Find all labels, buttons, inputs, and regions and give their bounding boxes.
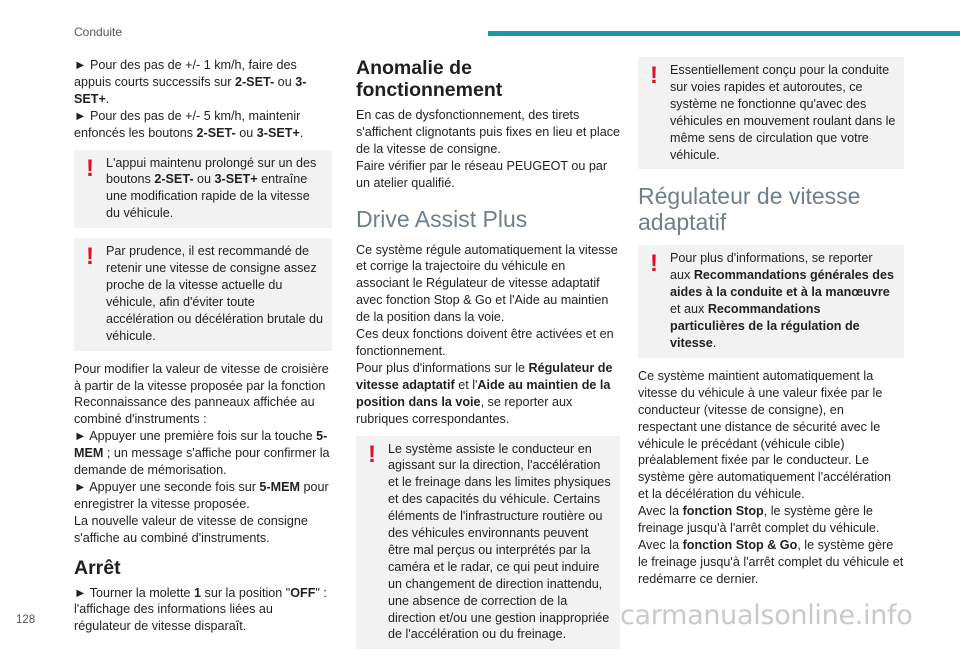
watermark[interactable]: carmanualsonline.info bbox=[620, 600, 913, 631]
warning-icon: ! bbox=[650, 62, 658, 89]
paragraph-modify-speed: Pour modifier la valeur de vitesse de croisière à partir de la vitesse proposée par la fonction Reconnaissance des panneaux affichée au combiné d'instruments : bbox=[74, 361, 329, 427]
warning-icon: ! bbox=[650, 250, 658, 278]
column-right bbox=[638, 57, 904, 596]
warning-note-long-press: ! L'appui maintenu prolongé sur un des boutons 2-SET- ou 3-SET+ entraîne une modification rapide de la vitesse du véhicule. bbox=[74, 150, 332, 229]
paragraph-verify: Faire vérifier par le réseau PEUGEOT ou par un atelier qualifié. bbox=[356, 158, 608, 190]
page-number: 128 bbox=[16, 614, 36, 626]
heading-arret: Arrêt bbox=[74, 556, 121, 579]
paragraph-anomalie: En cas de dysfonctionnement, des tirets s'affichent clignotants puis fixes en lieu et place de la vitesse de consigne. bbox=[356, 108, 621, 156]
paragraph-second-press: ► Appuyer une seconde fois sur 5-MEM pour enregistrer la vitesse proposée. bbox=[74, 479, 329, 511]
warning-note-recommendations: ! Pour plus d'informations, se reporter aux Recommandations générales des aides à la conduite et à la manœuvre et aux Recommandations particulières de la régulation de vitesse. bbox=[638, 245, 904, 357]
paragraph-activation: Ces deux fonctions doivent être activées et en fonctionnement. bbox=[356, 327, 614, 358]
paragraph-first-press: ► Appuyer une première fois sur la touche 5-MEM ; un message s'affiche pour confirmer la demande de mémorisation. bbox=[74, 429, 330, 478]
heading-regulateur-adaptatif: Régulateur de vitesse adaptatif bbox=[638, 183, 861, 236]
paragraph-system-description: Ce système maintient automatiquement la vitesse du véhicule à une valeur fixée par le conducteur (vitesse de consigne), en respectant une distance de sécurité avec le véhicule le précédant (véhicule cible) préalablement fixée par le conducteur. Le système gère automatiquement l'accélération et la décélération du véhicule. bbox=[638, 368, 892, 502]
warning-icon: ! bbox=[86, 154, 94, 182]
paragraph-drive-assist: Ce système régule automatiquement la vitesse et corrige la trajectoire du véhicule en associant le Régulateur de vitesse adaptatif avec fonction Stop & Go et l'Aide au maintien de la position dans la voie. bbox=[356, 242, 618, 325]
paragraph-stop-go: Avec la fonction Stop & Go, le système gère le freinage jusqu'à l'arrêt complet du véhicule et redémarre ce dernier. bbox=[638, 537, 904, 586]
chapter-title: Conduite bbox=[74, 25, 123, 39]
heading-drive-assist: Drive Assist Plus bbox=[356, 205, 528, 232]
paragraph-more-info: Pour plus d'informations sur le Régulateur de vitesse adaptatif et l'Aide au maintien de la position dans la voie, se reporter aux rubriques correspondantes. bbox=[356, 360, 613, 426]
page-header bbox=[0, 0, 960, 40]
paragraph-new-value: La nouvelle valeur de vitesse de consigne s'affiche au combiné d'instruments. bbox=[74, 513, 308, 545]
header-accent-bar bbox=[488, 31, 960, 36]
warning-icon: ! bbox=[86, 243, 94, 271]
paragraph-steps-5kmh: ► Pour des pas de +/- 5 km/h, maintenir enfoncés les boutons 2-SET- ou 3-SET+. bbox=[74, 108, 304, 140]
heading-anomalie: Anomalie de fonctionnement bbox=[356, 57, 503, 101]
warning-note-system-assist: ! Le système assiste le conducteur en agissant sur la direction, l'accélération et le freinage dans les limites physiques et des capacités du véhicule. Certains éléments de l'infrastructure routière ou des véhicules environnants peuvent être mal perçus ou interprétés par la caméra et le radar, ce qui peut induire un changement de direction inattendu, une absence de correction de la direction et/ou une gestion inappropriée de l'accélération ou du freinage. bbox=[356, 436, 620, 650]
warning-icon: ! bbox=[368, 440, 376, 468]
warning-note-prudence: ! Par prudence, il est recommandé de retenir une vitesse de consigne assez proche de la vitesse actuelle du véhicule, afin d'éviter toute accélération ou décélération brutale du véhicule. bbox=[74, 238, 332, 350]
column-left bbox=[74, 57, 332, 643]
paragraph-stop: Avec la fonction Stop, le système gère le freinage jusqu'à l'arrêt complet du véhicule. bbox=[638, 504, 880, 536]
paragraph-steps-1kmh: ► Pour des pas de +/- 1 km/h, faire des appuis courts successifs sur 2-SET- ou 3-SET+. bbox=[74, 58, 307, 106]
paragraph-off: ► Tourner la molette 1 sur la position "OFF" : l'affichage des informations liées au régulateur de vitesse disparaît. bbox=[74, 585, 327, 634]
warning-note-highways: ! Essentiellement conçu pour la conduite sur voies rapides et autoroutes, ce système ne fonctionne qu'avec des véhicules en mouvement roulant dans le même sens de circulation que votre véhicule. bbox=[638, 57, 904, 169]
column-middle bbox=[356, 57, 620, 659]
